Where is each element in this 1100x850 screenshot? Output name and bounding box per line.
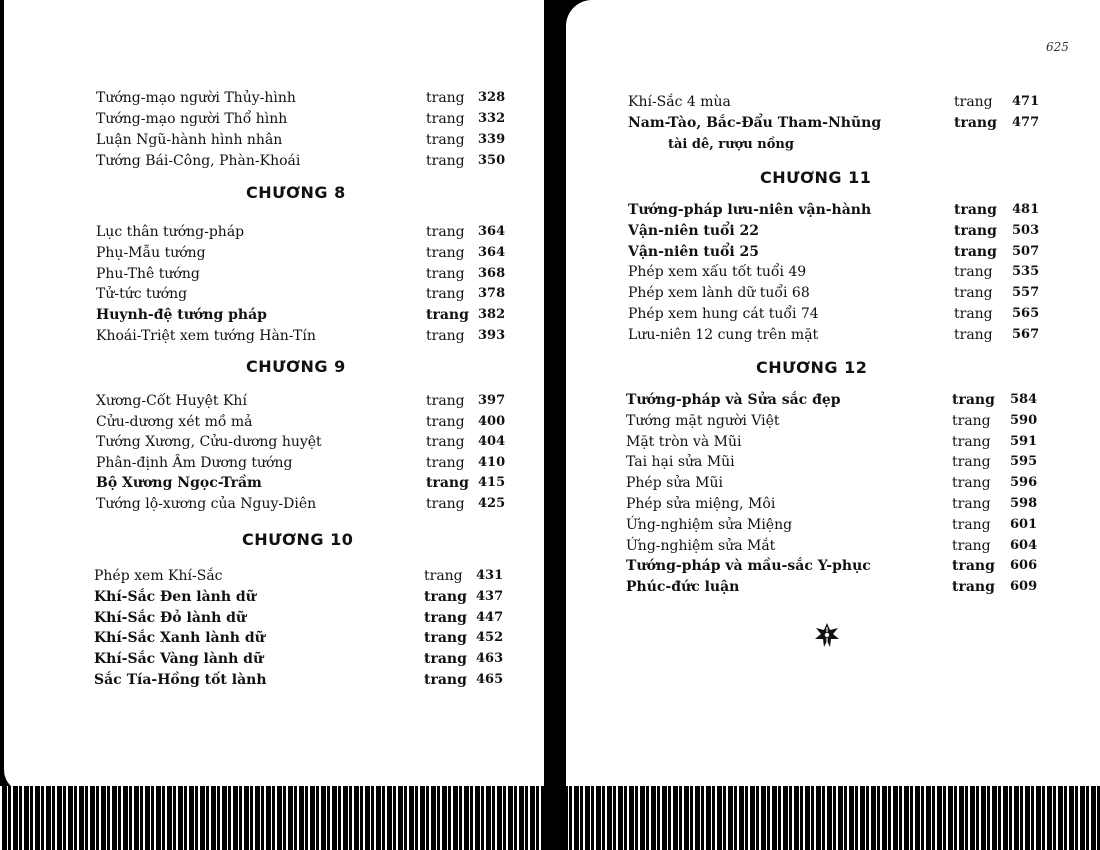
chapter-11-heading: CHƯƠNG 11 xyxy=(760,168,872,187)
toc-entry-page: 397 xyxy=(478,393,506,408)
toc-entry-trang: trang xyxy=(426,475,469,492)
toc-entry-page: 463 xyxy=(476,651,504,667)
toc-entry-trang: trang xyxy=(952,558,995,575)
toc-entry-trang: trang xyxy=(426,434,465,451)
toc-entry-page: 590 xyxy=(1010,412,1038,428)
toc-entry-page: 415 xyxy=(478,475,506,491)
toc-entry-title: Huynh-đệ tướng pháp xyxy=(96,307,267,324)
toc-entry-page: 452 xyxy=(476,630,504,646)
toc-entry-page: 595 xyxy=(1010,454,1038,470)
toc-entry-title: Phân-định Âm Dương tướng xyxy=(96,454,293,471)
toc-entry-trang: trang xyxy=(954,202,997,218)
toc-entry-page: 601 xyxy=(1010,516,1038,532)
toc-entry-page: 332 xyxy=(478,111,506,126)
page-number: 625 xyxy=(1046,40,1069,54)
toc-entry-page: 567 xyxy=(1012,326,1040,342)
toc-entry-page: 465 xyxy=(476,672,504,687)
toc-entry-page: 410 xyxy=(478,454,506,470)
toc-entry-title: Tướng-mạo người Thổ hình xyxy=(96,111,288,127)
toc-entry-page: 393 xyxy=(478,328,506,343)
toc-entry-page: 404 xyxy=(478,434,506,450)
toc-entry-title: Tướng-pháp và mầu-sắc Y-phục xyxy=(626,558,871,575)
toc-entry-trang: trang xyxy=(426,132,465,148)
toc-entry-page: 584 xyxy=(1010,392,1038,407)
toc-entry-title: Luận Ngũ-hành hình nhân xyxy=(96,132,283,148)
toc-entry-trang: trang xyxy=(952,516,991,533)
toc-entry-title: Phép xem xấu tốt tuổi 49 xyxy=(628,264,807,281)
toc-entry-title: Lưu-niên 12 cung trên mặt xyxy=(628,326,819,343)
toc-entry-trang: trang xyxy=(954,222,997,239)
toc-entry-title: Tướng Bái-Công, Phàn-Khoái xyxy=(96,153,301,169)
toc-entry-title: Bộ Xương Ngọc-Trầm xyxy=(96,475,262,492)
toc-entry-trang: trang xyxy=(952,392,995,408)
toc-entry-title: Khí-Sắc Vàng lành dữ xyxy=(94,651,264,668)
toc-entry-page: 382 xyxy=(478,307,506,323)
toc-entry-page: 471 xyxy=(1012,94,1040,109)
toc-entry-trang: trang xyxy=(954,115,997,131)
toc-entry-title: Phép sửa Mũi xyxy=(626,475,723,492)
toc-entry-page: 400 xyxy=(478,413,506,429)
toc-entry-title: Cửu-dương xét mồ mả xyxy=(96,413,253,430)
toc-entry-page: 447 xyxy=(476,609,504,625)
toc-entry-title: Phụ-Mẫu tướng xyxy=(96,244,206,261)
toc-entry-trang: trang xyxy=(426,111,465,127)
toc-entry-title: Tướng-pháp và Sửa sắc đẹp xyxy=(626,392,841,408)
toc-entry-title: Tai hại sửa Mũi xyxy=(626,454,735,471)
toc-entry-trang: trang xyxy=(426,307,469,324)
toc-entry-title: Xương-Cốt Huyệt Khí xyxy=(96,393,247,409)
toc-entry-trang: trang xyxy=(954,326,993,343)
toc-entry-trang: trang xyxy=(952,537,991,554)
toc-entry-title: Phúc-đức luận xyxy=(626,579,740,596)
toc-entry-trang: trang xyxy=(954,264,993,281)
toc-entry-trang: trang xyxy=(426,454,465,471)
toc-entry-trang: trang xyxy=(424,609,467,626)
toc-entry-trang: trang xyxy=(952,412,991,429)
toc-entry-trang: trang xyxy=(952,579,995,596)
toc-entry-page: 596 xyxy=(1010,475,1038,491)
toc-entry-trang: trang xyxy=(424,672,467,688)
toc-entry-trang: trang xyxy=(426,286,465,303)
toc-entry-trang: trang xyxy=(954,306,993,322)
toc-entry-title: Phu-Thê tướng xyxy=(96,265,200,282)
toc-entry-trang: trang xyxy=(424,568,463,584)
toc-entry-page: 535 xyxy=(1012,264,1040,280)
toc-entry-trang: trang xyxy=(952,475,991,492)
toc-entry-trang: trang xyxy=(426,265,465,282)
book-spine-gap xyxy=(545,786,566,850)
toc-entry-page: 378 xyxy=(478,286,506,302)
toc-entry-title: Vận-niên tuổi 25 xyxy=(628,243,760,260)
toc-entry-title: Lục thân tướng-pháp xyxy=(96,224,245,240)
toc-entry-page: 598 xyxy=(1010,496,1038,511)
toc-entry-title: Khí-Sắc Đen lành dữ xyxy=(94,588,256,605)
toc-entry-page: 591 xyxy=(1010,433,1038,449)
toc-entry-page: 431 xyxy=(476,568,504,583)
toc-entry-page: 481 xyxy=(1012,202,1040,217)
toc-entry-trang: trang xyxy=(954,243,997,260)
toc-entry-trang: trang xyxy=(424,630,467,647)
toc-entry-title: Tướng mặt người Việt xyxy=(626,412,780,429)
toc-entry-trang: trang xyxy=(426,393,465,409)
toc-entry-trang: trang xyxy=(954,94,993,110)
toc-entry-trang: trang xyxy=(424,651,467,668)
toc-entry-trang: trang xyxy=(952,454,991,471)
toc-entry-title: Nam-Tào, Bắc-Đẩu Tham-Nhũng xyxy=(628,115,882,131)
toc-entry-title: Tướng lộ-xương của Nguy-Diên xyxy=(96,496,317,512)
toc-entry-trang: trang xyxy=(426,328,465,344)
toc-entry-page: 350 xyxy=(478,153,506,168)
toc-entry-page: 604 xyxy=(1010,537,1038,553)
toc-entry-title: Tử-tức tướng xyxy=(96,286,188,303)
toc-entry-title: Tướng-mạo người Thủy-hình xyxy=(96,90,296,106)
toc-entry-title: Phép xem lành dữ tuổi 68 xyxy=(628,285,810,302)
chapter-8-heading: CHƯƠNG 8 xyxy=(246,183,346,202)
toc-entry-title: Khí-Sắc Đỏ lành dữ xyxy=(94,609,247,626)
toc-entry-title: Tướng-pháp lưu-niên vận-hành xyxy=(628,202,872,218)
toc-entry-trang: trang xyxy=(954,285,993,302)
toc-entry-title: Vận-niên tuổi 22 xyxy=(628,222,760,239)
ornament-icon xyxy=(814,622,840,648)
toc-entry-page: 364 xyxy=(478,244,506,260)
toc-entry-title: Tướng Xương, Cửu-dương huyệt xyxy=(96,434,322,451)
toc-entry-title: Khí-Sắc 4 mùa xyxy=(628,94,731,110)
toc-entry-trang: trang xyxy=(426,244,465,261)
toc-entry-title: Phép xem hung cát tuổi 74 xyxy=(628,306,819,322)
toc-entry-trang: trang xyxy=(424,588,467,605)
toc-entry-page: 507 xyxy=(1012,243,1040,259)
toc-entry-page: 477 xyxy=(1012,115,1040,130)
toc-entry-trang: trang xyxy=(426,153,465,169)
toc-entry-title: Mặt tròn và Mũi xyxy=(626,433,742,450)
toc-entry-page: 609 xyxy=(1010,579,1038,595)
toc-entry-title: Phép sửa miệng, Môi xyxy=(626,496,776,512)
toc-entry-trang: trang xyxy=(952,433,991,450)
chapter-12-heading: CHƯƠNG 12 xyxy=(756,358,868,377)
toc-entry-title: Khí-Sắc Xanh lành dữ xyxy=(94,630,265,647)
toc-entry-page: 425 xyxy=(478,496,506,511)
toc-entry-title: Khoái-Triệt xem tướng Hàn-Tín xyxy=(96,328,316,344)
toc-entry-page: 328 xyxy=(478,90,506,105)
toc-entry-title: Phép xem Khí-Sắc xyxy=(94,568,223,584)
toc-entry-trang: trang xyxy=(426,90,465,106)
toc-entry-page: 606 xyxy=(1010,558,1038,574)
toc-entry-page: 557 xyxy=(1012,285,1040,301)
toc-entry-page: 565 xyxy=(1012,306,1040,321)
toc-entry-title: Ứng-nghiệm sửa Mắt xyxy=(626,537,776,554)
toc-entry-page: 364 xyxy=(478,224,506,239)
toc-entry-title: Sắc Tía-Hồng tốt lành xyxy=(94,672,267,688)
toc-entry-trang: trang xyxy=(426,496,465,512)
toc-entry-trang: trang xyxy=(426,224,465,240)
toc-entry-page: 503 xyxy=(1012,222,1040,238)
toc-entry-page: 437 xyxy=(476,588,504,604)
toc-entry-page: 368 xyxy=(478,265,506,281)
toc-entry-trang: trang xyxy=(426,413,465,430)
toc-entry-title: Ứng-nghiệm sửa Miệng xyxy=(626,516,793,533)
chapter-9-heading: CHƯƠNG 9 xyxy=(246,357,346,376)
toc-entry-page: 339 xyxy=(478,132,506,147)
toc-entry-trang: trang xyxy=(952,496,991,512)
chapter-10-heading: CHƯƠNG 10 xyxy=(242,530,354,549)
